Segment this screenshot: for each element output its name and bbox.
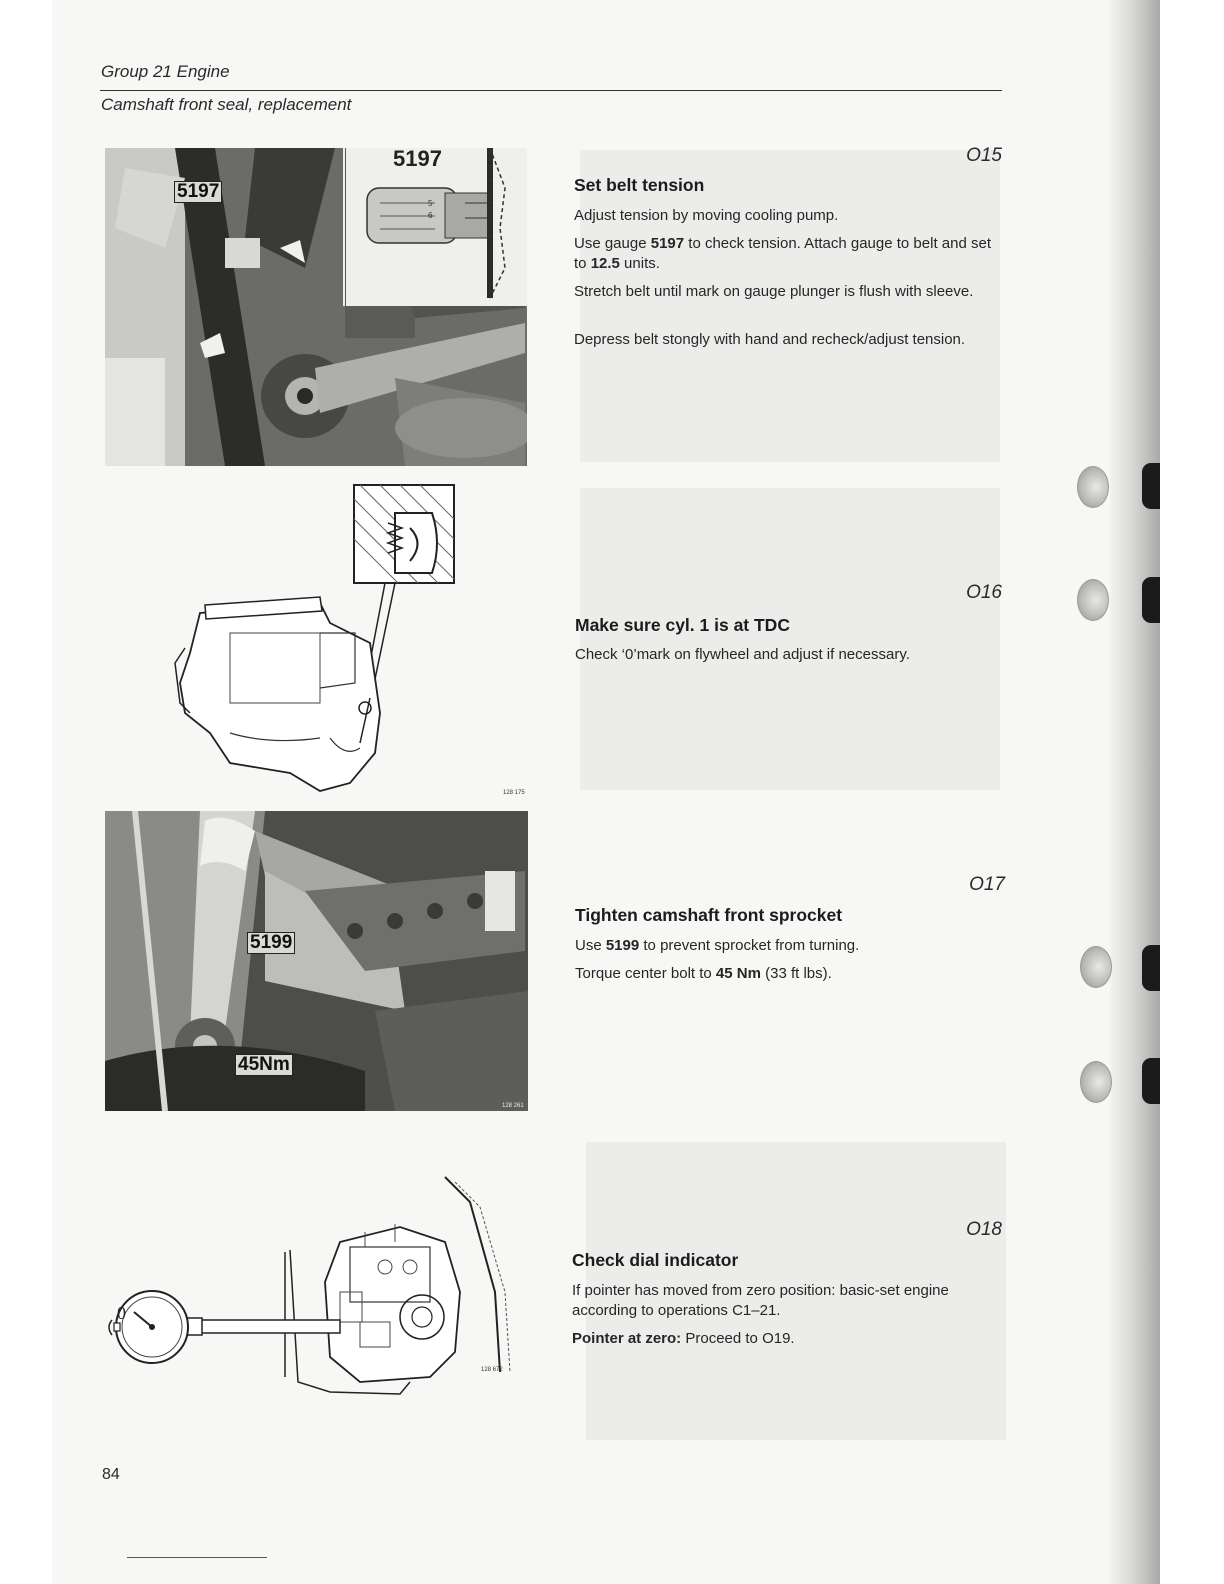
binder-hole bbox=[1142, 463, 1160, 509]
figure-number: 128 261 bbox=[502, 1103, 524, 1109]
page-edge-shadow bbox=[1110, 0, 1160, 1584]
binder-ring bbox=[1080, 1061, 1112, 1103]
belt-tension-photo bbox=[105, 148, 527, 466]
show-through-panel bbox=[580, 488, 1000, 790]
binder-ring bbox=[1077, 579, 1109, 621]
left-margin bbox=[0, 0, 52, 1584]
step-title: Make sure cyl. 1 is at TDC bbox=[575, 615, 790, 635]
instruction-text: Stretch belt until mark on gauge plunger is flush with sleeve. bbox=[574, 283, 974, 300]
figure-number: 128 175 bbox=[503, 790, 525, 796]
step-title: Tighten camshaft front sprocket bbox=[575, 905, 843, 925]
instruction-text: Depress belt stongly with hand and recheck/adjust tension. bbox=[574, 331, 966, 348]
tool-label-5197: 5197 bbox=[174, 181, 222, 203]
binder-hole bbox=[1142, 1058, 1160, 1104]
operation-code: O17 bbox=[969, 874, 1005, 895]
instruction-text: Pointer at zero: Proceed to O19. bbox=[572, 1330, 795, 1347]
dial-indicator-drawing bbox=[100, 1172, 520, 1402]
operation-code: O15 bbox=[966, 145, 1002, 166]
gauge-mark-6: 6 bbox=[428, 211, 433, 220]
operation-code: O18 bbox=[966, 1219, 1002, 1240]
figure-number: 128 672 bbox=[481, 1367, 503, 1373]
step-title: Check dial indicator bbox=[572, 1250, 739, 1270]
instruction-text: Torque center bolt to 45 Nm (33 ft lbs). bbox=[575, 965, 832, 982]
instruction-text: If pointer has moved from zero position: basic-set engine according to operations C1–21. bbox=[572, 1282, 949, 1319]
instruction-text: Use 5199 to prevent sprocket from turning. bbox=[575, 937, 860, 954]
step-title: Set belt tension bbox=[574, 175, 705, 195]
header-group-title: Group 21 Engine bbox=[101, 62, 230, 81]
camshaft-sprocket-photo bbox=[105, 811, 528, 1111]
operation-code: O16 bbox=[966, 582, 1002, 603]
gauge-mark-5: 5 bbox=[428, 199, 433, 208]
tool-label-5199: 5199 bbox=[247, 932, 295, 954]
header-subtitle: Camshaft front seal, replacement bbox=[101, 95, 352, 114]
torque-label-45nm: 45Nm bbox=[235, 1054, 293, 1076]
instruction-text: Use gauge 5197 to check tension. Attach gauge to belt and set to 12.5 units. bbox=[574, 235, 991, 272]
bottom-link-underline[interactable] bbox=[127, 1557, 267, 1558]
show-through-panel bbox=[580, 150, 1000, 462]
engine-tdc-drawing bbox=[170, 483, 530, 803]
instruction-text: Check ‘0’mark on flywheel and adjust if necessary. bbox=[575, 646, 910, 663]
page-number: 84 bbox=[102, 1466, 120, 1483]
dial-zero-mark: 0 bbox=[117, 1303, 126, 1323]
instruction-text: Adjust tension by moving cooling pump. bbox=[574, 207, 839, 224]
right-margin bbox=[1160, 0, 1224, 1584]
binder-ring bbox=[1080, 946, 1112, 988]
binder-hole bbox=[1142, 577, 1160, 623]
inset-tool-number: 5197 bbox=[393, 146, 442, 171]
header-rule bbox=[100, 90, 1002, 91]
binder-hole bbox=[1142, 945, 1160, 991]
binder-ring bbox=[1077, 466, 1109, 508]
